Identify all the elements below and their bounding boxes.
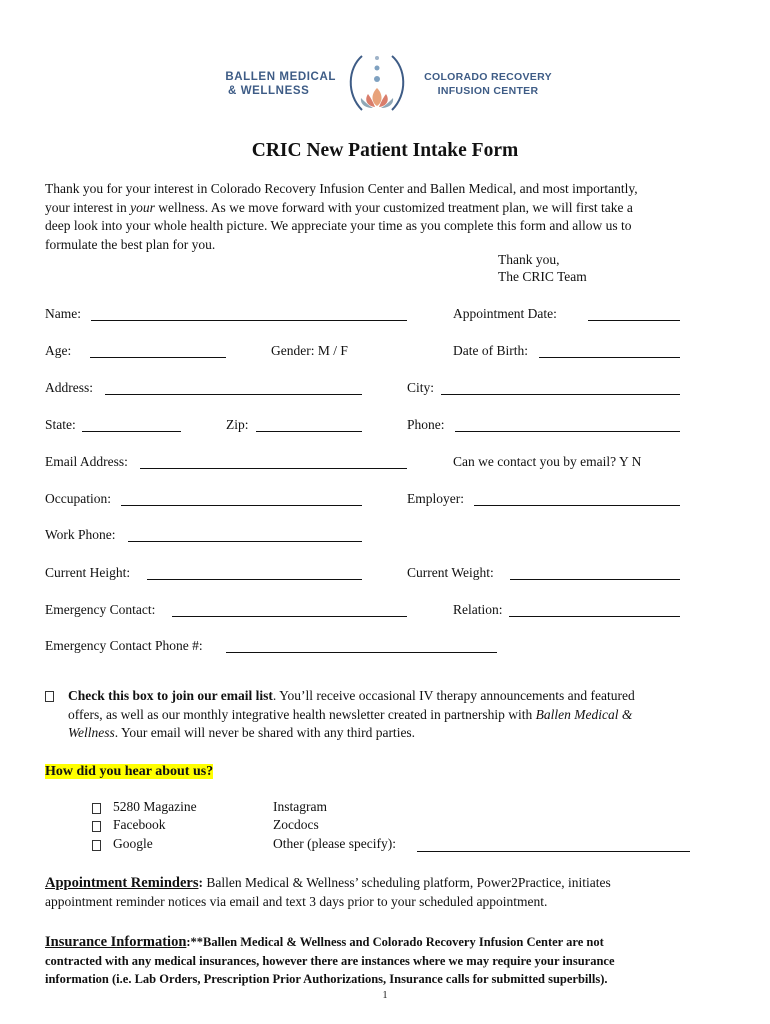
intro-line-2-emphasis: your — [130, 199, 155, 215]
age-label: Age: — [45, 343, 72, 358]
appointment-date-label: Appointment Date: — [453, 306, 557, 321]
relation-label: Relation: — [453, 602, 503, 617]
emergency-contact-label: Emergency Contact: — [45, 602, 156, 617]
insurance-line-1 — [45, 933, 735, 952]
referral-heading-text: How did you hear about us? — [45, 764, 214, 779]
insurance-line-2: contracted with any medical insurances, however there are instances where we may require your insurance — [45, 953, 615, 968]
page-number: 1 — [382, 990, 388, 1001]
insurance-heading: Insurance Information — [45, 934, 187, 950]
reminders-text-1: Ballen Medical & Wellness’ scheduling platform, Power2Practice, initiates — [202, 875, 611, 890]
logo-colorado-recovery — [418, 70, 558, 98]
logo-left-line2: & WELLNESS — [228, 85, 310, 97]
email-list-bold: Check this box to join our email list — [68, 688, 273, 703]
email-list-text — [68, 687, 728, 743]
referral-option-zocdocs[interactable]: Zocdocs — [273, 817, 319, 832]
reminders-colon: : — [198, 875, 203, 890]
email-list-line-1 — [68, 687, 728, 706]
phone-label: Phone: — [407, 417, 445, 432]
relation-field[interactable] — [509, 616, 680, 617]
logo-ballen-medical — [218, 70, 336, 98]
intro-line-2b: wellness. As we move forward with your customized treatment plan, we will first take a — [154, 199, 633, 215]
reminders-line-2: appointment reminder notices via email and text 3 days prior to your scheduled appointment. — [45, 893, 548, 909]
reminders-heading: Appointment Reminders — [45, 875, 199, 891]
referral-option-other: Other (please specify): — [273, 836, 396, 851]
email-list-line-3-emphasis: Wellness — [68, 725, 115, 740]
reminders-paragraph — [45, 874, 735, 911]
intro-line-3: deep look into your whole health picture. We appreciate your time as you complete this form and allow us to — [45, 218, 632, 233]
intro-line-2a: your interest in — [45, 199, 131, 215]
referral-heading — [45, 762, 213, 781]
intro-line-1: Thank you for your interest in Colorado Recovery Infusion Center and Ballen Medical, and most importantly, — [45, 181, 638, 196]
insurance-line-3: information (i.e. Lab Orders, Prescription Prior Authorizations, Insurance calls for submitted superbills). — [45, 972, 608, 986]
referral-option-google: Google — [113, 836, 153, 851]
referral-option-5280: 5280 Magazine — [113, 799, 197, 814]
state-label: State: — [45, 417, 76, 432]
height-field[interactable] — [147, 579, 362, 580]
occupation-label: Occupation: — [45, 491, 111, 506]
employer-field[interactable] — [474, 505, 680, 506]
phone-field[interactable] — [455, 431, 680, 432]
page-title: CRIC New Patient Intake Form — [251, 140, 519, 161]
referral-other-field[interactable] — [417, 851, 690, 852]
insurance-text-1: :**Ballen Medical & Wellness and Colorado Recovery Infusion Center are not — [186, 935, 604, 949]
referral-option-facebook: Facebook — [113, 817, 166, 832]
state-field[interactable] — [82, 431, 181, 432]
email-list-rest: . You’ll receive occasional IV therapy announcements and featured — [272, 688, 635, 703]
email-label: Email Address: — [45, 454, 128, 469]
referral-option-instagram[interactable]: Instagram — [273, 799, 327, 814]
dob-field[interactable] — [539, 357, 680, 358]
height-label: Current Height: — [45, 565, 131, 580]
age-field[interactable] — [90, 357, 226, 358]
weight-field[interactable] — [510, 579, 680, 580]
address-field[interactable] — [105, 394, 362, 395]
email-list-line-3b: . Your email will never be shared with any third parties. — [114, 725, 416, 740]
insurance-paragraph — [45, 933, 735, 989]
name-label: Name: — [45, 306, 81, 321]
logo-left-line1: BALLEN MEDICAL — [225, 71, 336, 83]
email-list-checkbox[interactable] — [45, 689, 54, 707]
emergency-phone-label: Emergency Contact Phone #: — [45, 638, 203, 653]
emergency-phone-field[interactable] — [226, 652, 497, 653]
intro-line-2 — [45, 199, 735, 218]
email-list-line-3 — [68, 724, 728, 743]
emergency-contact-field[interactable] — [172, 616, 407, 617]
zip-label: Zip: — [226, 417, 249, 432]
address-label: Address: — [45, 380, 93, 395]
dob-label: Date of Birth: — [453, 343, 528, 358]
intro-paragraph — [45, 180, 735, 254]
work-phone-field[interactable] — [128, 541, 362, 542]
zip-field[interactable] — [256, 431, 362, 432]
appointment-date-field[interactable] — [588, 320, 680, 321]
referral-checkbox-google[interactable] — [92, 838, 101, 856]
signoff-thank-you: Thank you, — [498, 252, 560, 267]
email-list-line-2 — [68, 706, 728, 725]
reminders-line-1 — [45, 874, 735, 893]
name-field[interactable] — [91, 320, 407, 321]
occupation-field[interactable] — [121, 505, 362, 506]
work-phone-label: Work Phone: — [45, 527, 116, 542]
weight-label: Current Weight: — [407, 565, 494, 580]
city-label: City: — [407, 380, 435, 395]
logo-right-line2: INFUSION CENTER — [437, 85, 539, 97]
email-field[interactable] — [140, 468, 407, 469]
lotus-icon — [340, 48, 414, 118]
referral-checkbox-facebook[interactable] — [92, 819, 101, 837]
logo-right-line1: COLORADO RECOVERY — [424, 71, 552, 83]
email-contact-question[interactable]: Can we contact you by email? Y N — [453, 454, 642, 469]
email-list-line-2-emphasis: Ballen Medical & — [535, 706, 633, 722]
gender-label[interactable]: Gender: M / F — [271, 343, 348, 358]
intro-line-4: formulate the best plan for you. — [45, 236, 216, 252]
employer-label: Employer: — [407, 491, 464, 506]
city-field[interactable] — [441, 394, 680, 395]
signoff-team: The CRIC Team — [498, 269, 587, 284]
referral-checkbox-5280[interactable] — [92, 801, 101, 819]
email-list-line-2a: offers, as well as our monthly integrative health newsletter created in partnership with — [68, 706, 536, 722]
